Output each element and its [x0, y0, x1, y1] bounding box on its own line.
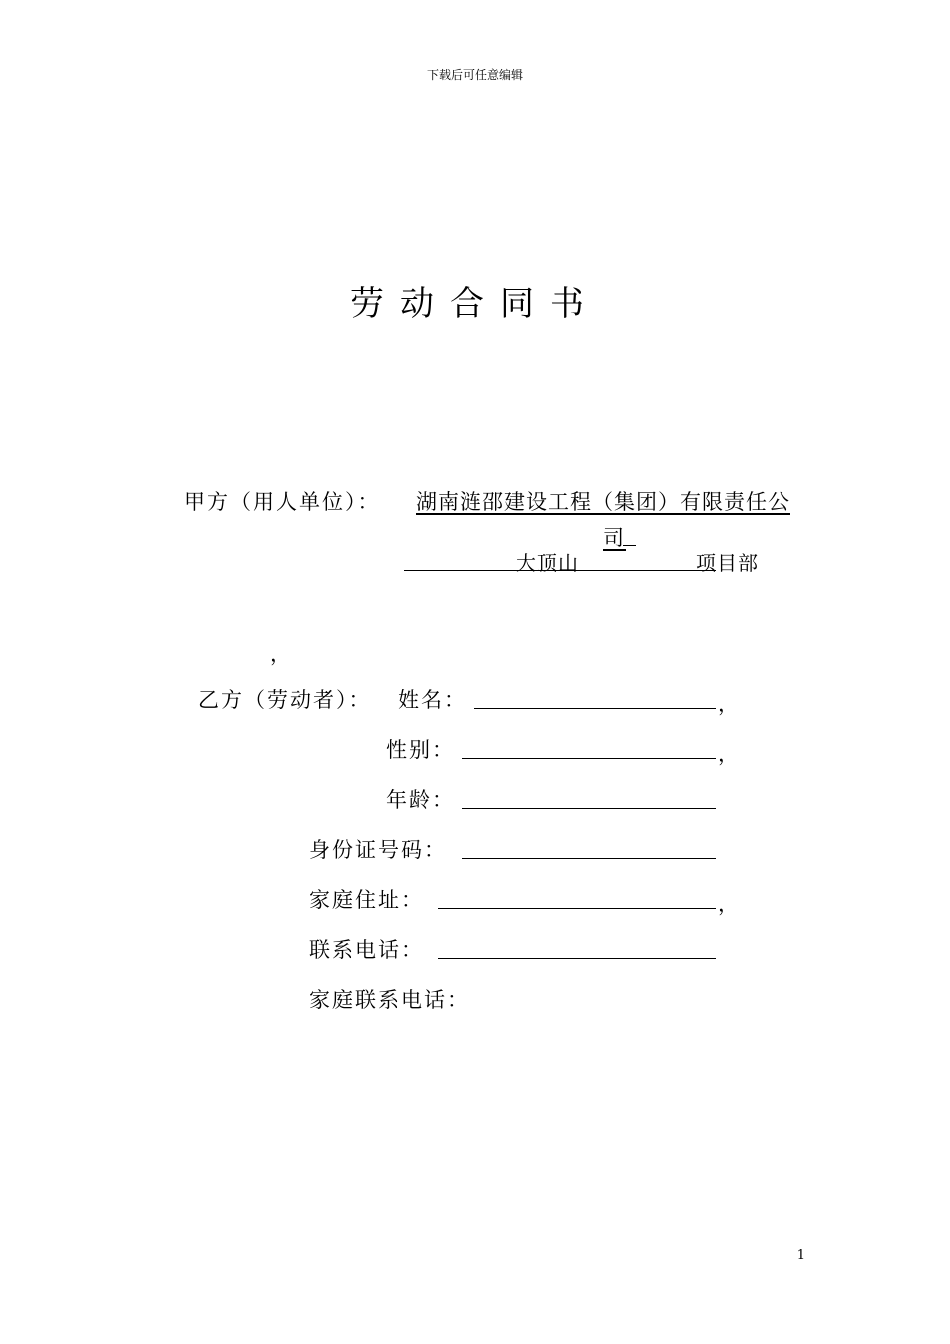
gender-field-line[interactable]	[462, 758, 716, 759]
party-a-project-suffix: 项目部	[696, 551, 759, 575]
name-field-line[interactable]	[474, 708, 716, 709]
gender-label: 性别：	[386, 738, 455, 762]
id-number-field-line[interactable]	[462, 858, 716, 859]
party-a-company-line1: 湖南涟邵建设工程（集团）有限责任公	[416, 490, 790, 514]
home-address-comma: ，	[718, 892, 739, 916]
phone-label: 联系电话：	[309, 938, 424, 962]
age-label: 年龄：	[386, 788, 455, 812]
family-phone-label: 家庭联系电话：	[309, 988, 470, 1012]
party-a-label: 甲方（用人单位）：	[184, 490, 381, 514]
gender-comma: ，	[718, 742, 739, 766]
party-b-label: 乙方（劳动者）：	[198, 688, 372, 712]
page-number: 1	[796, 1248, 805, 1263]
name-comma: ，	[718, 692, 739, 716]
home-address-label: 家庭住址：	[309, 888, 424, 912]
party-a-project-name: 大顶山	[516, 551, 579, 575]
home-address-field-line[interactable]	[438, 908, 716, 909]
name-label: 姓名：	[398, 688, 467, 712]
stray-comma: ，	[270, 642, 291, 666]
company-line2-underline	[623, 545, 636, 546]
id-number-label: 身份证号码：	[309, 838, 447, 862]
document-title: 劳动合同书	[350, 284, 600, 324]
phone-field-line[interactable]	[438, 958, 716, 959]
party-a-company-line2: 司	[603, 526, 626, 550]
age-field-line[interactable]	[462, 808, 716, 809]
page-header-note: 下载后可任意编辑	[426, 68, 523, 82]
